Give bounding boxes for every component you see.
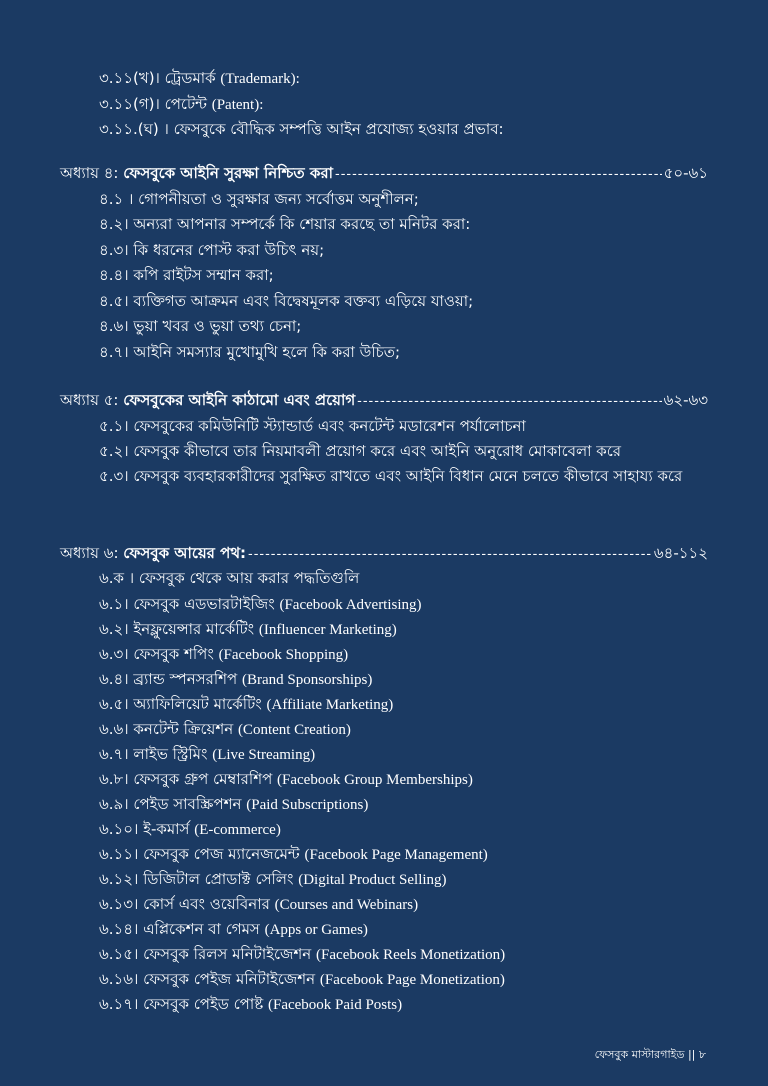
entry-en: (Courses and Webinars) [274,897,419,913]
chapter-title: ফেসবুকের আইনি কাঠামো এবং প্রয়োগ [123,391,356,409]
leader-dots [357,392,661,412]
toc-entry: ৫.১। ফেসবুকের কমিউনিটি স্ট্যান্ডার্ড এবং কনটেন্ট মডারেশন পর্যালোচনা [99,417,526,435]
toc-entry [99,819,281,840]
toc-entry [99,644,348,665]
entry-bn: ৬.১৭। ফেসবুক পেইড পোষ্ট [99,995,264,1013]
entry-en: (Digital Product Selling) [298,872,447,888]
entry-bn: ৬.৯। পেইড সাবস্ক্রিপশন [99,795,242,813]
toc-entry [99,119,504,139]
toc-entry [99,594,422,615]
entry-bn: ৬.১০। ই-কমার্স [99,820,190,838]
entry-bn: ৬.৬। কনটেন্ট ক্রিয়েশন [99,720,234,738]
entry-bn: ৬.১। ফেসবুক এডভারটাইজিং [99,595,275,613]
toc-entry [99,619,397,640]
toc-entry [99,844,488,865]
entry-en: (E-commerce) [194,822,281,838]
entry-en: (Facebook Page Monetization) [319,972,505,988]
entry-bn: ৩.১১(খ)। ট্রেডমার্ক [99,69,216,87]
chapter-label: অধ্যায় ৫: [60,391,119,409]
entry-bn: ৬.২। ইনফ্লুয়েন্সার মার্কেটিং [99,620,255,638]
chapter-heading [60,543,708,565]
toc-entry [99,68,300,89]
entry-bn: ৬.১২। ডিজিটাল প্রোডাক্ট সেলিং [99,870,294,888]
entry-bn: ৬.১১। ফেসবুক পেজ ম্যানেজমেন্ট [99,845,300,863]
toc-entry: ৪.২। অন্যরা আপনার সম্পর্কে কি শেয়ার করছে তা মনিটর করা: [99,215,471,233]
entry-bn: ৬.৫। অ্যাফিলিয়েট মার্কেটিং [99,695,262,713]
toc-entry [99,769,473,790]
toc-entry: ৪.১ । গোপনীয়তা ও সুরক্ষার জন্য সর্বোত্তম অনুশীলন; [99,190,419,208]
toc-entry [99,994,402,1015]
toc-entry [99,969,505,990]
toc-entry: ৫.২। ফেসবুক কীভাবে তার নিয়মাবলী প্রয়োগ করে এবং আইনি অনুরোধ মোকাবেলা করে [99,442,622,460]
chapter-title: ফেসবুক আয়ের পথ: [123,544,247,562]
page-footer: ফেসবুক মাস্টারগাইড || ৮ [594,1048,706,1061]
entry-en: (Affiliate Marketing) [266,697,394,713]
toc-entry: ৪.৪। কপি রাইটস সম্মান করা; [99,266,274,284]
entry-en: (Brand Sponsorships) [241,672,373,688]
toc-entry: ৫.৩। ফেসবুক ব্যবহারকারীদের সুরক্ষিত রাখতে এবং আইনি বিধান মেনে চলতে কীভাবে সাহায্য করে [99,467,683,485]
page-range: ৫০-৬১ [663,164,708,182]
entry-en: (Trademark): [220,71,300,87]
toc-entry [99,894,418,915]
toc-entry: ৪.৫। ব্যক্তিগত আক্রমন এবং বিদ্বেষমূলক বক্তব্য এড়িয়ে যাওয়া; [99,292,474,310]
toc-entry: ৪.৩। কি ধরনের পোস্ট করা উচিৎ নয়; [99,241,325,259]
entry-bn: ৬.১৩। কোর্স এবং ওয়েবিনার [99,895,270,913]
entry-bn: ৩.১১.(ঘ) । ফেসবুকে বৌদ্ধিক সম্পত্তি আইন প্রযোজ্য হওয়ার প্রভাব: [99,120,504,138]
entry-bn: ৬.৩। ফেসবুক শপিং [99,645,214,663]
toc-entry: ৪.৭। আইনি সমস্যার মুখোমুখি হলে কি করা উচিত; [99,343,401,361]
page-range: ৬৪-১১২ [653,544,708,562]
entry-en: (Facebook Page Management) [304,847,488,863]
entry-bn: ৬.১৪। এপ্লিকেশন বা গেমস [99,920,260,938]
toc-entry [99,568,359,588]
entry-en: (Patent): [211,97,264,113]
chapter-title: ফেসবুকে আইনি সুরক্ষা নিশ্চিত করা [123,164,333,182]
entry-en: (Facebook Advertising) [279,597,422,613]
chapter-heading [60,163,708,185]
entry-bn: ৬.১৫। ফেসবুক রিলস মনিটাইজেশন [99,945,312,963]
entry-en: (Apps or Games) [264,922,368,938]
chapter-label: অধ্যায় ৪: [60,164,119,182]
entry-en: (Influencer Marketing) [258,622,397,638]
entry-bn: ৬.১৬। ফেসবুক পেইজ মনিটাইজেশন [99,970,316,988]
toc-entry [99,919,368,940]
entry-bn: ৬.ক । ফেসবুক থেকে আয় করার পদ্ধতিগুলি [99,569,360,587]
entry-en: (Live Streaming) [212,747,316,763]
entry-en: (Facebook Paid Posts) [267,997,403,1013]
chapter-heading [60,390,708,412]
toc-entry [99,94,263,115]
toc-entry [99,744,315,765]
page-range: ৬২-৬৩ [663,391,708,409]
toc-entry: ৪.৬। ভুয়া খবর ও ভুয়া তথ্য চেনা; [99,317,302,335]
entry-en: (Facebook Reels Monetization) [316,947,506,963]
entry-bn: ৬.৮। ফেসবুক গ্রুপ মেম্বারশিপ [99,770,273,788]
toc-entry [99,694,393,715]
leader-dots [335,165,662,185]
entry-bn: ৬.৪। ব্র্যান্ড স্পনসরশিপ [99,670,238,688]
entry-bn: ৩.১১(গ)। পেটেন্ট [99,95,207,113]
chapter-label: অধ্যায় ৬: [60,544,119,562]
toc-entry [99,669,372,690]
entry-en: (Facebook Group Memberships) [277,772,473,788]
toc-entry [99,944,505,965]
toc-entry [99,869,447,890]
entry-bn: ৬.৭। লাইভ স্ট্রিমিং [99,745,208,763]
entry-en: (Facebook Shopping) [218,647,349,663]
entry-en: (Paid Subscriptions) [246,797,369,813]
entry-en: (Content Creation) [237,722,351,738]
toc-entry [99,719,351,740]
leader-dots [248,545,652,565]
toc-entry [99,794,368,815]
